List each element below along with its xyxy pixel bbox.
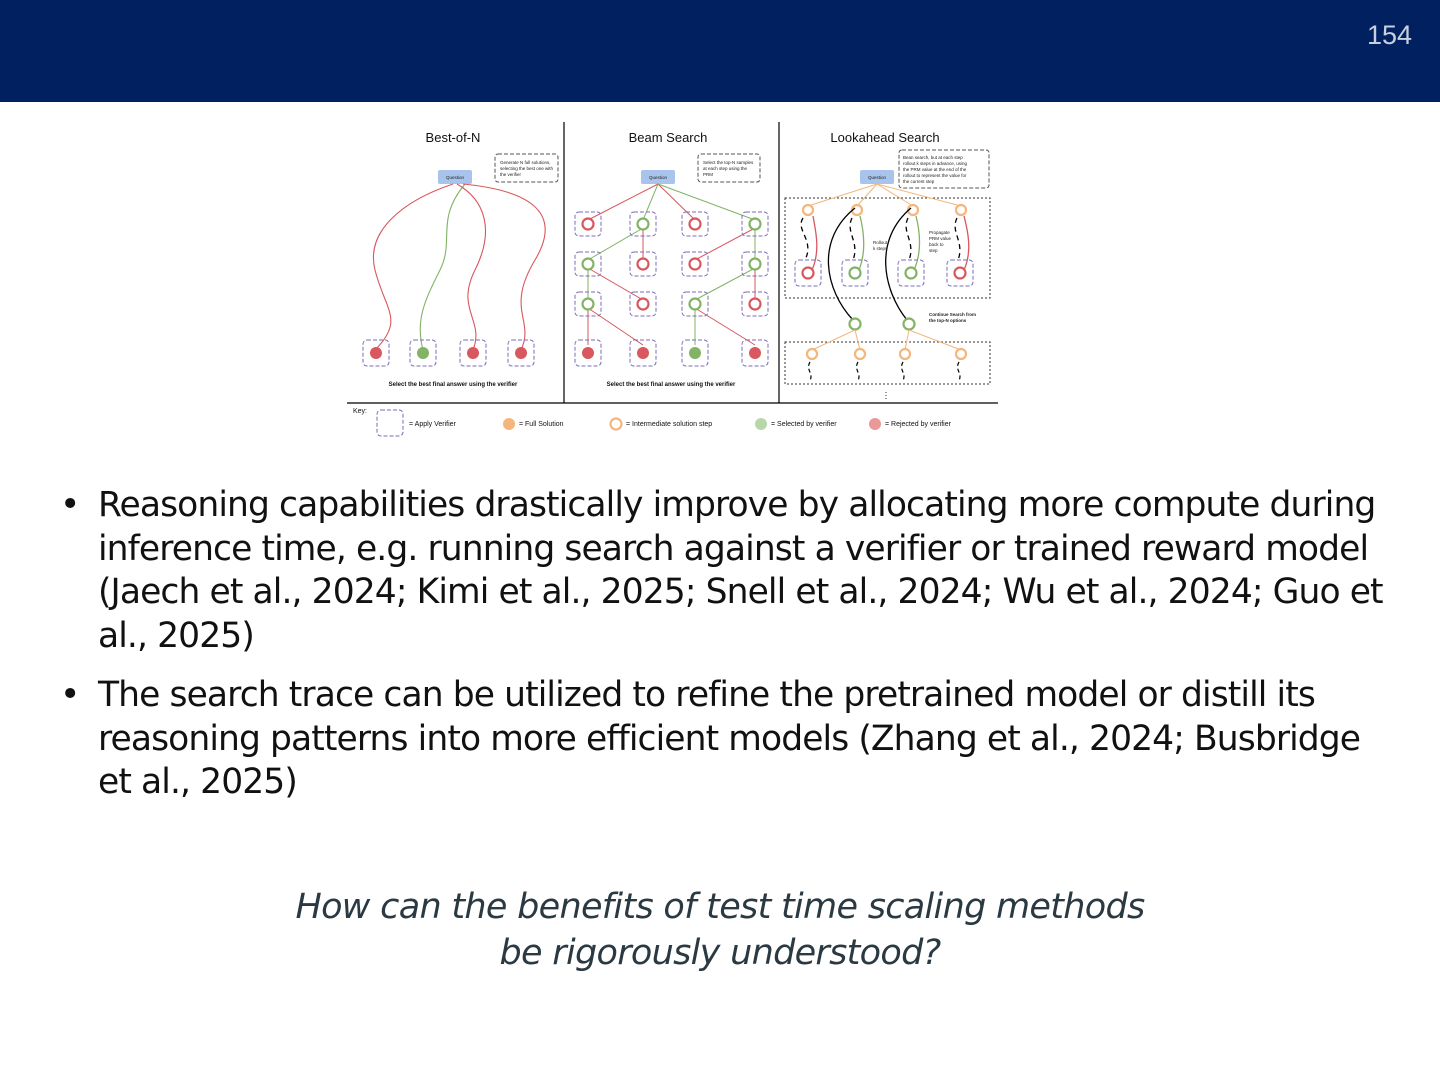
svg-text:Question: Question [445,175,465,180]
panel-title-best-of-n: Best-of-N [425,130,481,145]
svg-text:step: step [929,248,938,253]
header-bar [0,0,1440,102]
svg-text:Generate N full solutions,: Generate N full solutions, [500,160,551,165]
svg-text:= Rejected by verifier: = Rejected by verifier [885,421,951,428]
best-of-n-leaves [363,340,534,366]
beam-search-caption: Select the best final answer using the verifier [606,382,736,388]
question-box [860,170,894,184]
best-of-n-caption: Select the best final answer using the verifier [388,382,518,388]
question-box [641,170,675,184]
svg-text:Propagate: Propagate [929,230,950,235]
svg-text:back to: back to [929,242,944,247]
bullet-text: Reasoning capabilities drastically improve by allocating more compute during inference time, e.g. running search against a verifier or trained reward model (Jaech et al., 2024; Kimi et al., 2025; Snell et al., 2024; Wu et al., 2024; Guo et al., 2025) [98,485,1383,656]
svg-text:Key:: Key: [353,408,368,415]
panel-title-beam-search: Beam Search [628,130,708,145]
svg-text:rollout to represent the value: rollout to represent the value for [903,173,967,178]
svg-text:Question: Question [648,175,668,180]
bullet-text: The search trace can be utilized to refine the pretrained model or distill its reasoning patterns into more efficient models (Zhang et al., 2024; Busbridge et al., 2025) [98,675,1361,802]
svg-text:Bean search, but at each step: Bean search, but at each step [903,155,963,160]
svg-text:Rollout: Rollout [873,240,888,245]
note-box-lookahead [899,150,989,188]
svg-text:Continue Search from: Continue Search from [929,312,977,317]
svg-text:the current step: the current step [903,179,935,184]
bullet-list [58,484,1398,821]
search-methods-figure [345,120,1000,440]
search-methods-diagram [345,120,1000,440]
bullet-dot-icon: • [60,485,80,525]
question-line-1: How can the benefits of test time scaling methods [295,887,1145,927]
svg-text:PRM value: PRM value [929,236,952,241]
page-number: 154 [1366,20,1412,50]
bullet-dot-icon: • [60,675,80,715]
svg-text:at each step using the: at each step using the [703,166,748,171]
note-box-beam-search [698,154,760,182]
svg-text:the verifier: the verifier [500,172,522,177]
question-box [438,170,472,184]
svg-text:= Full Solution: = Full Solution [519,421,564,428]
svg-text:selecting the best one with: selecting the best one with [500,166,554,171]
svg-text:PRM: PRM [703,172,713,177]
svg-text:k steps: k steps [873,246,888,251]
question-line-2: be rigorously understood? [499,933,941,973]
svg-text:= Intermediate solution step: = Intermediate solution step [626,421,713,428]
bullet-item [58,484,1398,658]
svg-text:rollout k steps in advance, us: rollout k steps in advance, using [903,161,968,166]
panel-title-lookahead: Lookahead Search [830,130,940,145]
research-question [0,884,1440,976]
svg-text:the top-N options: the top-N options [929,318,967,323]
svg-text:the PRM value at the end of th: the PRM value at the end of the [903,167,967,172]
lookahead-diagram [785,184,990,400]
beam-search-edges [588,184,755,345]
svg-text:Select the top-N samples: Select the top-N samples [703,160,754,165]
note-box-best-of-n [495,154,558,182]
svg-text:= Apply Verifier: = Apply Verifier [409,421,456,428]
svg-text:= Selected by verifier: = Selected by verifier [771,421,837,428]
figure-key [353,408,952,436]
bullet-item [58,674,1398,805]
best-of-n-paths [373,184,545,350]
beam-search-nodes [575,212,768,366]
svg-text:Question: Question [867,175,887,180]
